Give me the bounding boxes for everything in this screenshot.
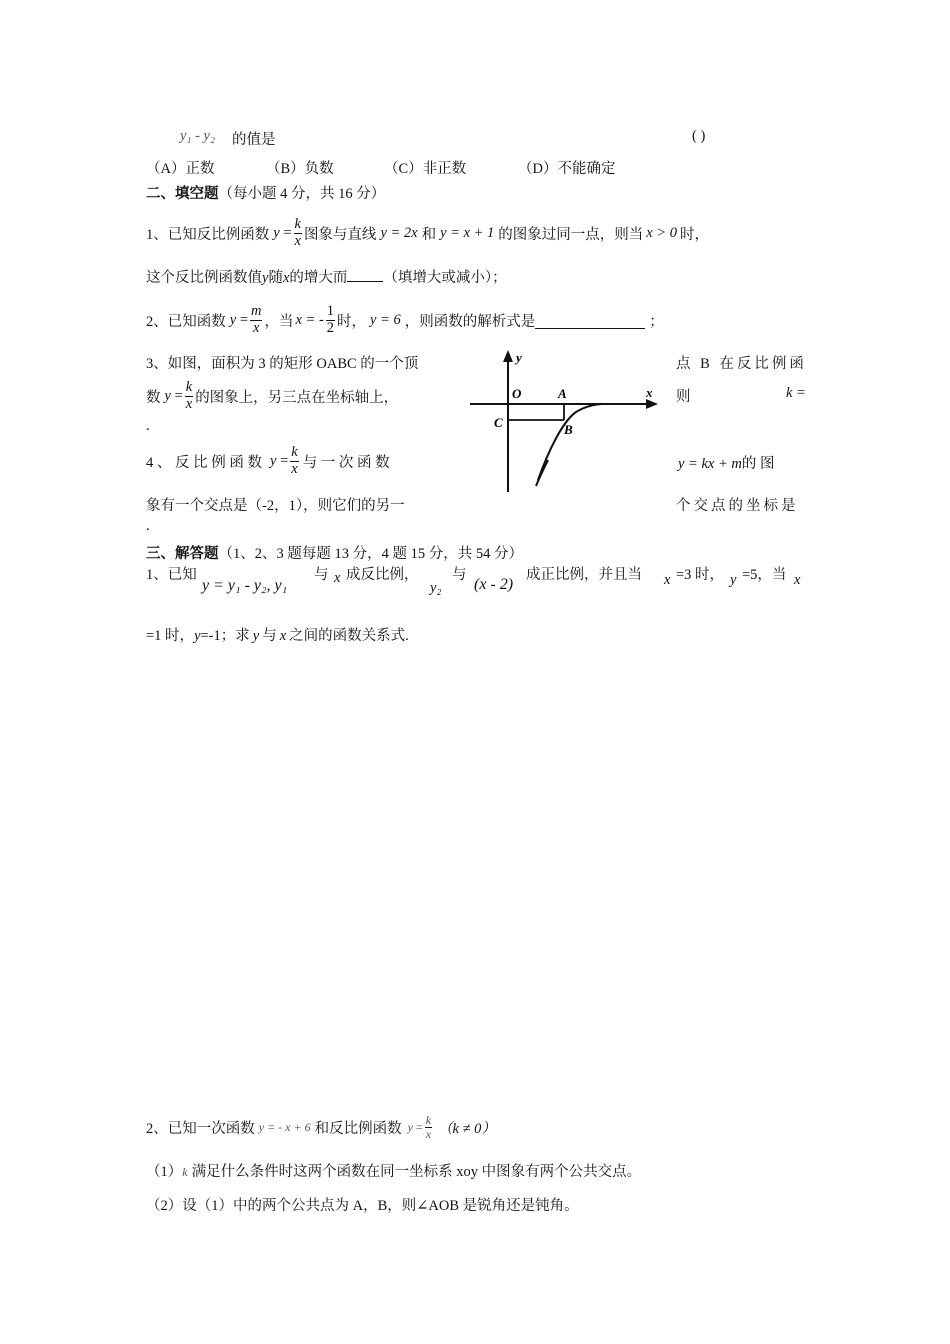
top-expression: y₁ - y₂ <box>180 128 216 144</box>
fraction-m-over-x: $\frac{m}{x}$ <box>251 303 262 336</box>
question-fill-3-dot: . <box>146 418 150 434</box>
option-c: （C）非正数 <box>384 161 467 177</box>
question-fill-1: 1、已知反比例函数 y = $\frac{k}{x}$ 图象与直线 y = 2x 和 y = x + 1 的图象过同一点，则当 x > 0 时， <box>146 216 710 249</box>
question-fill-4-line2-right: 个交点的坐标是 <box>676 498 799 514</box>
question-fill-3-line2: 数 y = $\frac{k}{x}$ 的图象上，另三点在坐标轴上， <box>146 379 399 412</box>
section-3-heading: 三、解答题（1、2、3 题每题 13 分，4 题 15 分，共 54 分） <box>146 546 523 562</box>
y-axis-arrow-icon <box>503 350 513 362</box>
question-fill-3-then: 则 <box>676 389 691 405</box>
question-fill-4-dot: . <box>146 518 150 534</box>
question-fill-2: 2、已知函数 y = $\frac{m}{x}$ ，当 x = - $\frac{1}{2}$ 时， y = 6 ，则函数的解析式是 ； <box>146 303 664 336</box>
option-b: （B）负数 <box>266 161 334 177</box>
problem-1-t5: =3 时， <box>676 567 725 583</box>
problem-2-sub2: （2）设（1）中的两个公共点为 A，B，则∠AOB 是锐角还是钝角。 <box>146 1198 579 1214</box>
question-fill-4-line2: 象有一个交点是（-2，1），则它们的另一 <box>146 498 405 514</box>
problem-1-t1: 与 <box>314 567 329 583</box>
problem-1-pre: 1、已知 <box>146 567 197 583</box>
question-fill-4-line1-right: y = kx + m的 图 <box>678 456 775 472</box>
problem-2-line1: 2、已知一次函数 y = - x + 6 和反比例函数 y = $\frac{k}{x}$ （k ≠ 0） <box>146 1112 496 1141</box>
question-fill-3-line1-right: 点 B 在反比例函 <box>676 356 807 372</box>
top-text: 的值是 <box>232 132 276 148</box>
fraction-k-over-x-4: $\frac{k}{x}$ <box>425 1112 432 1141</box>
answer-blank-2[interactable] <box>535 312 645 329</box>
figure-label-b: B <box>564 422 573 437</box>
fraction-k-over-x-2: $\frac{k}{x}$ <box>185 379 193 412</box>
problem-1-t4: 成正比例，并且当 <box>526 567 642 583</box>
problem-1-t2: 成反比例， <box>346 567 419 583</box>
option-a: （A）正数 <box>146 161 215 177</box>
problem-1-t3: 与 <box>452 567 467 583</box>
figure-label-a: A <box>558 386 567 401</box>
option-d: （D）不能确定 <box>518 161 616 177</box>
problem-1-line2: =1 时，y=-1；求 y 与 x 之间的函数关系式. <box>146 628 409 644</box>
problem-1-t6: =5，当 <box>742 567 787 583</box>
answer-paren: ( ) <box>692 128 706 144</box>
question-fill-3-k: k = <box>786 385 806 401</box>
figure-label-c: C <box>494 415 503 430</box>
question-fill-3-line1: 3、如图，面积为 3 的矩形 OABC 的一个顶 <box>146 356 419 372</box>
fraction-k-over-x: $\frac{k}{x}$ <box>294 216 301 249</box>
problem-1-x3: x <box>794 572 801 588</box>
rectangle-hyperbola-figure <box>466 348 662 494</box>
question-fill-1-line2: 这个反比例函数值y随x的增大而 （填增大或减小）； <box>146 270 507 286</box>
problem-1-x1: x <box>334 570 341 586</box>
problem-1-y: y <box>730 572 737 588</box>
problem-1-x2: x <box>664 572 671 588</box>
fraction-k-over-x-3: $\frac{k}{x}$ <box>291 444 298 477</box>
problem-1-expr: y = y₁ - y₂, y₁ <box>202 577 288 594</box>
question-fill-4-line1: 4 、 反 比 例 函 数 y = $\frac{k}{x}$ 与 一 次 函 数 <box>146 444 390 477</box>
section-2-heading: 二、填空题（每小题 4 分，共 16 分） <box>146 186 386 202</box>
x-axis-arrow-icon <box>646 399 658 409</box>
problem-1-y2: y₂ <box>430 580 442 596</box>
figure-label-x: x <box>646 385 653 400</box>
problem-1-paren: (x - 2) <box>474 576 514 593</box>
problem-2-sub1: （1）k 满足什么条件时这两个函数在同一坐标系 xoy 中图象有两个公共交点。 <box>146 1164 642 1180</box>
answer-blank-1[interactable] <box>347 281 383 282</box>
fraction-one-half: $\frac{1}{2}$ <box>326 303 335 336</box>
figure-label-o: O <box>512 386 522 401</box>
figure-label-y: y <box>516 350 522 365</box>
